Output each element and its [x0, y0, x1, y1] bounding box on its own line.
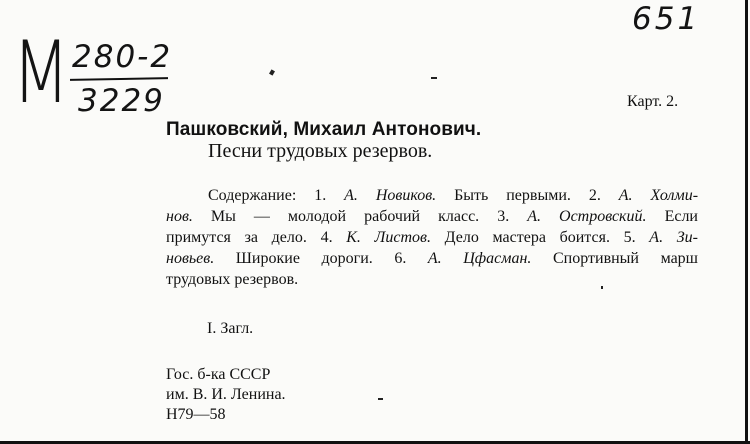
book-title: Песни трудовых резервов. — [208, 140, 433, 162]
author-name-zinovev: А. Зи- — [649, 229, 698, 246]
contents-line-5: трудовых резервов. — [166, 271, 299, 288]
library-card-code: Н79—58 — [166, 406, 226, 423]
contents-item-text: Если — [646, 208, 698, 225]
handwritten-shelf-mark-bottom: 3229 — [78, 83, 165, 119]
author-name-zinovev-continued: новьев. — [166, 250, 215, 267]
library-name-line: Гос. б-ка СССР — [166, 366, 271, 383]
handwritten-card-number: 651 — [632, 1, 701, 37]
contents-item-text: Дело мастера боится. 5. — [430, 229, 650, 246]
contents-item-text: Быть первыми. 2. — [436, 187, 619, 204]
ink-speck — [269, 69, 275, 75]
contents-item-text: примутся за дело. 4. — [166, 229, 347, 246]
handwritten-shelf-mark-top: 280-2 — [72, 39, 173, 75]
author-heading: Пашковский, Михаил Антонович. — [166, 119, 482, 140]
subject-entry: I. Загл. — [207, 320, 254, 337]
author-name-kholminov-continued: нов. — [166, 208, 193, 225]
ink-speck — [431, 77, 437, 79]
handwritten-fraction-line — [70, 77, 168, 81]
author-name-listov: К. Листов. — [346, 229, 431, 246]
contents-prefix: Содержание: 1. — [208, 187, 345, 204]
library-honorific-line: им. В. И. Ленина. — [166, 386, 286, 403]
card-right-border — [745, 0, 748, 444]
contents-item-text: Мы — молодой рабочий класс. 3. — [192, 208, 528, 225]
contents-item-text: Широкие дороги. 6. — [214, 250, 428, 267]
library-imprint — [166, 365, 286, 425]
author-name-kholminov: А. Холми- — [618, 187, 699, 204]
contents-line-1 — [166, 185, 698, 206]
contents-note — [166, 185, 698, 290]
contents-line-3 — [166, 227, 698, 248]
handwritten-shelf-letter: М — [12, 23, 70, 123]
author-name-novikov: А. Новиков. — [344, 187, 437, 204]
contents-line-4 — [166, 248, 698, 269]
author-name-ostrovsky: А. Островский. — [527, 208, 647, 225]
contents-item-text: Спортивный марш — [531, 250, 699, 267]
contents-line-2 — [166, 206, 698, 227]
ink-speck — [378, 398, 383, 400]
author-name-tsfasman: А. Цфасман. — [427, 250, 532, 267]
card-page-number: Карт. 2. — [627, 93, 679, 110]
